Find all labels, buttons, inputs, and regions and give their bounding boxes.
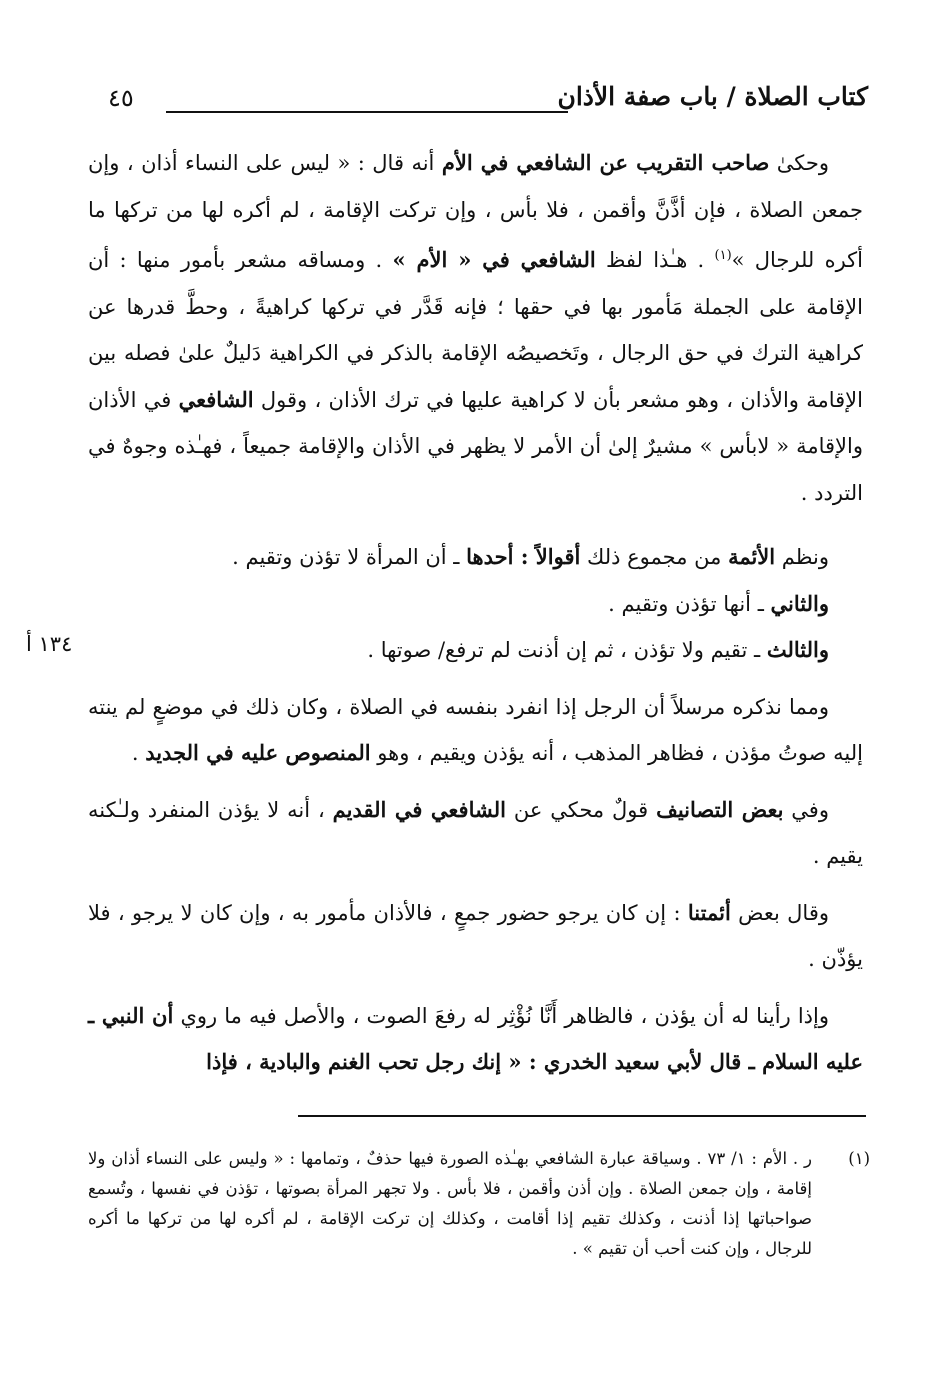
text-run: من مجموع ذلك [580, 545, 729, 569]
running-title: كتاب الصلاة / باب صفة الأذان [557, 82, 868, 111]
text-run: ـ تقيم ولا تؤذن ، ثم إن أذنت لم ترفع/ صوتها . [367, 638, 767, 662]
main-text [88, 140, 863, 1086]
margin-folio-note: ١٣٤ أ [26, 632, 73, 656]
text-run: وفي [783, 797, 829, 822]
page-header [108, 82, 868, 122]
paragraph-4 [88, 627, 863, 674]
paragraph-7 [88, 890, 863, 983]
text-run: ونظم [775, 545, 829, 569]
bold-run: صاحب التقريب عن الشافعي في الأم [441, 150, 770, 175]
text-run: أنه قال : « ليس على النساء أذان ، وإن جمعن الصلاة ، فإن أذَّنَّ وأقمن ، فلا بأس ، وإن تركت الإقامة ، لم أكره لها من تركها ما أكره للرجال » [88, 151, 864, 272]
paragraph-8 [88, 993, 863, 1086]
bold-run: أقوالاً : أحدها [466, 544, 581, 569]
page-number: ٤٥ [108, 84, 134, 112]
bold-run: والثاني [770, 590, 829, 616]
text-run: . [131, 741, 146, 765]
paragraph-2 [88, 534, 863, 581]
text-run: ، أنه لا يؤذن المنفرد ولـٰكنه يقيم . [88, 797, 863, 868]
paragraph-6 [88, 787, 863, 880]
text-run: قولٌ محكي عن [505, 797, 657, 822]
footnote-reference[interactable]: (١) [714, 248, 732, 263]
text-run: . ومساقه مشعر بأمور منها : أن الإقامة على الجملة مَأمور بها في حقها ؛ فإنه قَدَّر في تركها كراهيةً ، وحطَّ قدرها عن كراهية الترك في حق الرجال ، وتَخصيصُه الإقامة بالذكر في الكراهية دَليلٌ علىٰ فصله بين الإقامة والأذان ، وهو مشعر بأن لا كراهية عليها في ترك الأذان ، وقول [88, 248, 863, 412]
footnote [88, 1144, 870, 1264]
paragraph-5 [88, 684, 863, 777]
text-run: ـ أنها تؤذن وتقيم . [608, 591, 771, 616]
bold-run: الشافعي في « الأم » [392, 247, 596, 272]
text-run: وإذا رأينا له أن يؤذن ، فالظاهر أَنَّا نُؤْثِر له رفعَ الصوت ، والأصل فيه ما روي [173, 1003, 829, 1028]
text-run: وحكىٰ [769, 151, 829, 175]
bold-run: الشافعي في القديم [332, 796, 506, 822]
text-run: . هـٰذا لفظ [595, 248, 715, 272]
bold-run: والثالث [766, 637, 829, 662]
text-run: في الأذان والإقامة « لابأس » مشيرٌ إلىٰ أن الأمر لا يظهر في الأذان والإقامة جميعاً ، فهـٰذه وجوهٌ في التردد . [88, 387, 863, 505]
footnote-text: ر . الأم : ١/ ٧٣ . وسياقة عبارة الشافعي بهـٰذه الصورة فيها حذفٌ ، وتمامها : « وليس على النساء أذان ولا إقامة ، وإن جمعن الصلاة . وإن أذن وأقمن ، فلا بأس . ولا تجهر المرأة بصوتها ، تؤذن في نفسها ، وتُسمع صواحباتها إذا أذنت ، وكذلك تقيم إذا أقامت ، وكذلك إن تركت الإقامة ، لم أكره لها من تركها ما أكره للرجال ، وإن كنت أحب أن تقيم » . [88, 1149, 813, 1258]
paragraph-3 [88, 581, 863, 628]
bold-run: بعض التصانيف [656, 796, 784, 822]
header-rule [166, 111, 568, 113]
text-run: ومما نذكره مرسلاً أن الرجل إذا انفرد بنفسه في الصلاة ، وكان ذلك في موضعٍ لم ينته إليه صوتُ مؤذن ، فظاهر المذهب ، أنه يؤذن ويقيم ، وهو [88, 694, 863, 765]
bold-run: المنصوص عليه في الجديد [145, 740, 371, 765]
footnote-number: (١) [848, 1149, 870, 1168]
bold-run: الأئمة [728, 544, 776, 569]
text-run: : إن كان يرجو حضور جمعٍ ، فالأذان مأمور به ، وإن كان لا يرجو ، فلا يؤذّن . [88, 900, 863, 971]
paragraph-1 [88, 140, 863, 516]
bold-run: الشافعي [178, 386, 254, 412]
bold-run: أن النبي ـ عليه السلام ـ قال لأبي سعيد الخدري : « إنك رجل تحب الغنم والبادية ، فإذا [88, 1002, 863, 1074]
bold-run: أئمتنا [687, 899, 731, 925]
footnote-rule [298, 1115, 866, 1117]
text-run: ـ أن المرأة لا تؤذن وتقيم . [232, 545, 467, 569]
text-run: وقال بعض [730, 900, 829, 925]
